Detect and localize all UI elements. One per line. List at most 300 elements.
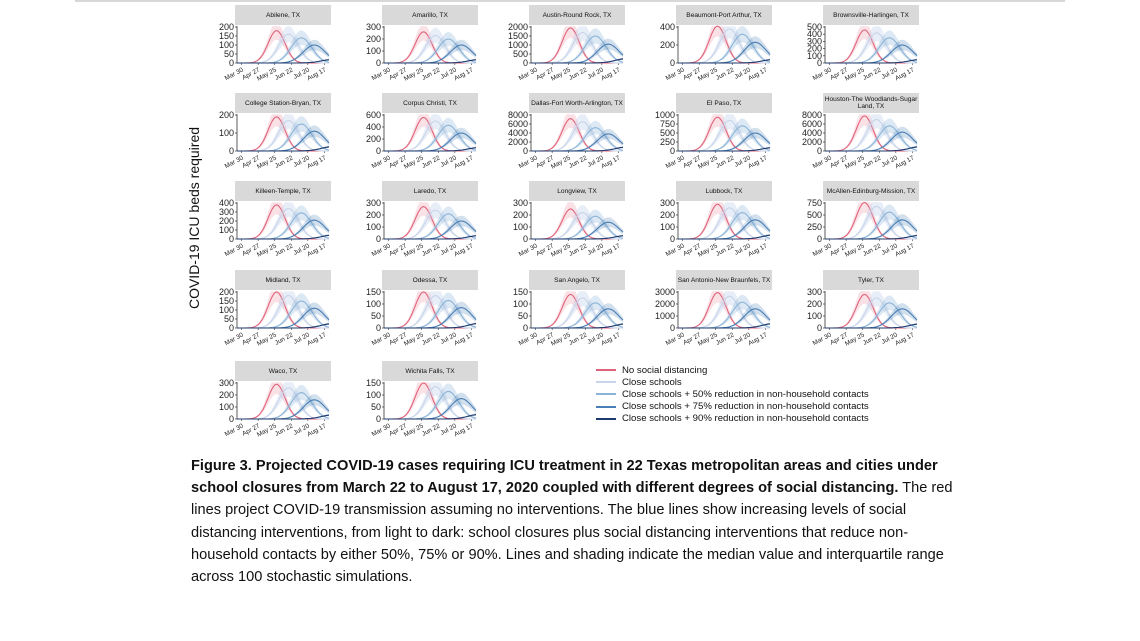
y-tick-label: 0 bbox=[228, 146, 234, 156]
legend-swatch bbox=[596, 381, 616, 383]
y-tick-label: 200 bbox=[806, 43, 822, 54]
y-tick-label: 300 bbox=[365, 198, 381, 208]
y-tick-label: 400 bbox=[806, 29, 822, 40]
panel-plot bbox=[644, 181, 794, 273]
legend-label: Close schools + 75% reduction in non-household contacts bbox=[622, 401, 869, 413]
x-tick-label: Jul 20 bbox=[880, 66, 899, 81]
y-tick-label: 0 bbox=[522, 323, 528, 333]
x-tick-label: Mar 30 bbox=[664, 66, 686, 83]
y-tick-label: 100 bbox=[218, 225, 234, 235]
y-tick-label: 50 bbox=[223, 49, 234, 59]
y-tick-label: 300 bbox=[806, 36, 822, 47]
y-tick-label: 2000 bbox=[507, 22, 528, 32]
x-tick-label: Apr 27 bbox=[241, 422, 262, 438]
x-tick-label: Aug 17 bbox=[894, 331, 916, 348]
x-tick-label: May 25 bbox=[843, 66, 866, 83]
y-tick-label: 400 bbox=[218, 198, 234, 208]
x-tick-label: Mar 30 bbox=[223, 154, 245, 171]
y-tick-label: 8000 bbox=[801, 110, 822, 120]
y-tick-label: 200 bbox=[218, 287, 234, 297]
x-tick-label: Mar 30 bbox=[811, 66, 833, 83]
y-tick-label: 2000 bbox=[507, 137, 528, 147]
panel-title: Amarillo, TX bbox=[382, 5, 478, 25]
legend-swatch bbox=[596, 418, 616, 420]
panel-6 bbox=[350, 93, 478, 175]
x-tick-label: May 25 bbox=[843, 331, 866, 348]
x-tick-label: Apr 27 bbox=[241, 66, 262, 82]
panel-plot bbox=[497, 181, 647, 273]
panel-9 bbox=[791, 93, 919, 175]
panel-plot bbox=[497, 270, 647, 362]
x-tick-label: Mar 30 bbox=[664, 154, 686, 171]
y-tick-label: 0 bbox=[669, 58, 675, 68]
panel-4 bbox=[791, 5, 919, 87]
y-tick-label: 0 bbox=[228, 323, 234, 333]
y-tick-label: 150 bbox=[218, 296, 234, 306]
y-tick-label: 0 bbox=[522, 58, 528, 68]
x-tick-label: Aug 17 bbox=[306, 422, 328, 439]
panel-19 bbox=[791, 270, 919, 352]
y-tick-label: 100 bbox=[512, 299, 528, 309]
y-tick-label: 0 bbox=[375, 323, 381, 333]
panel-plot bbox=[644, 5, 794, 97]
y-tick-label: 100 bbox=[218, 128, 234, 138]
x-tick-label: May 25 bbox=[402, 66, 425, 83]
y-tick-label: 8000 bbox=[507, 110, 528, 120]
y-tick-label: 1500 bbox=[507, 31, 528, 41]
y-tick-label: 150 bbox=[512, 287, 528, 297]
x-tick-label: Aug 17 bbox=[894, 66, 916, 83]
panel-1 bbox=[350, 5, 478, 87]
x-tick-label: Apr 27 bbox=[829, 242, 850, 258]
x-tick-label: Jun 22 bbox=[714, 242, 736, 258]
x-tick-label: Aug 17 bbox=[600, 154, 622, 171]
x-tick-label: Apr 27 bbox=[829, 331, 850, 347]
y-tick-label: 50 bbox=[370, 402, 381, 412]
x-tick-label: Jul 20 bbox=[733, 242, 752, 257]
y-tick-label: 0 bbox=[522, 146, 528, 156]
panel-title: Odessa, TX bbox=[382, 270, 478, 290]
x-tick-label: Aug 17 bbox=[453, 66, 475, 83]
y-tick-label: 0 bbox=[228, 414, 234, 424]
x-tick-label: Aug 17 bbox=[306, 331, 328, 348]
x-tick-label: Mar 30 bbox=[517, 242, 539, 259]
x-tick-label: May 25 bbox=[696, 154, 719, 171]
x-tick-label: Jun 22 bbox=[273, 422, 295, 438]
x-tick-label: Aug 17 bbox=[453, 154, 475, 171]
x-tick-label: Jun 22 bbox=[714, 331, 736, 347]
y-tick-label: 200 bbox=[218, 390, 234, 400]
x-tick-label: Mar 30 bbox=[370, 242, 392, 259]
x-tick-label: Apr 27 bbox=[682, 154, 703, 170]
panel-title: Houston-The Woodlands-Sugar Land, TX bbox=[823, 93, 919, 113]
panel-plot bbox=[203, 361, 353, 453]
panel-title: Longview, TX bbox=[529, 181, 625, 201]
panel-21 bbox=[350, 361, 478, 443]
series-line-4 bbox=[678, 60, 770, 63]
y-tick-label: 300 bbox=[218, 207, 234, 217]
panel-title: Laredo, TX bbox=[382, 181, 478, 201]
x-tick-label: Mar 30 bbox=[223, 242, 245, 259]
x-tick-label: Mar 30 bbox=[223, 66, 245, 83]
x-tick-label: May 25 bbox=[255, 422, 278, 439]
x-tick-label: Apr 27 bbox=[241, 331, 262, 347]
x-tick-label: Mar 30 bbox=[370, 154, 392, 171]
x-tick-label: Jun 22 bbox=[273, 331, 295, 347]
x-tick-label: Jun 22 bbox=[861, 331, 883, 347]
panel-2 bbox=[497, 5, 625, 87]
x-tick-label: Mar 30 bbox=[811, 331, 833, 348]
x-tick-label: Jul 20 bbox=[733, 331, 752, 346]
y-tick-label: 1000 bbox=[507, 40, 528, 50]
legend-item bbox=[596, 376, 916, 388]
y-tick-label: 100 bbox=[806, 311, 822, 321]
x-tick-label: Jun 22 bbox=[420, 154, 442, 170]
y-tick-label: 0 bbox=[228, 58, 234, 68]
figure-caption bbox=[191, 455, 961, 588]
y-tick-label: 0 bbox=[816, 323, 822, 333]
x-tick-label: Jun 22 bbox=[273, 66, 295, 82]
y-tick-label: 100 bbox=[218, 40, 234, 50]
y-tick-label: 100 bbox=[806, 50, 822, 61]
x-tick-label: Apr 27 bbox=[388, 331, 409, 347]
y-tick-label: 0 bbox=[375, 146, 381, 156]
series-line-4 bbox=[825, 60, 917, 63]
y-tick-label: 200 bbox=[365, 134, 381, 144]
x-tick-label: Apr 27 bbox=[241, 242, 262, 258]
x-tick-label: Apr 27 bbox=[535, 331, 556, 347]
y-tick-label: 500 bbox=[806, 210, 822, 220]
x-tick-label: Aug 17 bbox=[747, 331, 769, 348]
x-tick-label: Mar 30 bbox=[664, 242, 686, 259]
series-line-4 bbox=[384, 236, 476, 239]
x-tick-label: Aug 17 bbox=[306, 242, 328, 259]
x-tick-label: Jun 22 bbox=[567, 154, 589, 170]
x-tick-label: Apr 27 bbox=[535, 66, 556, 82]
y-tick-label: 50 bbox=[223, 314, 234, 324]
y-tick-label: 250 bbox=[806, 222, 822, 232]
x-tick-label: Apr 27 bbox=[682, 66, 703, 82]
y-tick-label: 200 bbox=[806, 299, 822, 309]
y-tick-label: 300 bbox=[218, 378, 234, 388]
x-tick-label: May 25 bbox=[549, 331, 572, 348]
panel-title: College Station-Bryan, TX bbox=[235, 93, 331, 113]
y-tick-label: 100 bbox=[365, 390, 381, 400]
x-tick-label: May 25 bbox=[255, 242, 278, 259]
x-tick-label: May 25 bbox=[696, 331, 719, 348]
panel-plot bbox=[203, 270, 353, 362]
panel-title: Midland, TX bbox=[235, 270, 331, 290]
panel-plot bbox=[791, 270, 941, 362]
y-tick-label: 0 bbox=[375, 414, 381, 424]
y-tick-label: 100 bbox=[659, 222, 675, 232]
panel-plot bbox=[791, 5, 941, 97]
y-tick-label: 2000 bbox=[801, 137, 822, 147]
x-tick-label: May 25 bbox=[402, 242, 425, 259]
x-tick-label: Aug 17 bbox=[453, 242, 475, 259]
panel-title: Austin-Round Rock, TX bbox=[529, 5, 625, 25]
y-tick-label: 500 bbox=[659, 128, 675, 138]
y-tick-label: 500 bbox=[512, 49, 528, 59]
panel-plot bbox=[644, 270, 794, 362]
series-line-4 bbox=[531, 236, 623, 239]
x-tick-label: Apr 27 bbox=[682, 331, 703, 347]
legend-label: Close schools + 90% reduction in non-household contacts bbox=[622, 413, 869, 425]
panel-13 bbox=[644, 181, 772, 263]
y-tick-label: 0 bbox=[228, 234, 234, 244]
panel-plot bbox=[791, 93, 941, 185]
x-tick-label: Apr 27 bbox=[682, 242, 703, 258]
x-tick-label: Aug 17 bbox=[894, 242, 916, 259]
panel-18 bbox=[644, 270, 772, 352]
panel-15 bbox=[203, 270, 331, 352]
x-tick-label: Apr 27 bbox=[241, 154, 262, 170]
x-tick-label: Jul 20 bbox=[292, 242, 311, 257]
x-tick-label: Aug 17 bbox=[306, 66, 328, 83]
panel-title: San Angelo, TX bbox=[529, 270, 625, 290]
x-tick-label: Mar 30 bbox=[517, 331, 539, 348]
x-tick-label: Jul 20 bbox=[439, 331, 458, 346]
x-tick-label: Apr 27 bbox=[535, 242, 556, 258]
x-tick-label: Jul 20 bbox=[292, 422, 311, 437]
panel-11 bbox=[350, 181, 478, 263]
x-tick-label: Jun 22 bbox=[420, 422, 442, 438]
x-tick-label: Jul 20 bbox=[439, 154, 458, 169]
x-tick-label: Apr 27 bbox=[388, 66, 409, 82]
y-tick-label: 0 bbox=[816, 146, 822, 156]
x-tick-label: May 25 bbox=[255, 66, 278, 83]
x-tick-label: Apr 27 bbox=[829, 154, 850, 170]
x-tick-label: Jul 20 bbox=[586, 331, 605, 346]
panel-plot bbox=[350, 5, 500, 97]
panel-16 bbox=[350, 270, 478, 352]
x-tick-label: Mar 30 bbox=[223, 422, 245, 439]
x-tick-label: Jul 20 bbox=[586, 66, 605, 81]
x-tick-label: Aug 17 bbox=[600, 66, 622, 83]
x-tick-label: Apr 27 bbox=[388, 154, 409, 170]
y-tick-label: 50 bbox=[370, 311, 381, 321]
x-tick-label: Aug 17 bbox=[894, 154, 916, 171]
x-tick-label: Jun 22 bbox=[420, 242, 442, 258]
y-tick-label: 400 bbox=[365, 122, 381, 132]
x-tick-label: Mar 30 bbox=[517, 66, 539, 83]
x-tick-label: Aug 17 bbox=[453, 331, 475, 348]
y-tick-label: 50 bbox=[517, 311, 528, 321]
panel-plot bbox=[203, 181, 353, 273]
legend-label: Close schools + 50% reduction in non-household contacts bbox=[622, 388, 869, 400]
y-tick-label: 1000 bbox=[654, 311, 675, 321]
x-tick-label: Jul 20 bbox=[586, 154, 605, 169]
y-tick-label: 0 bbox=[669, 323, 675, 333]
x-tick-label: Jun 22 bbox=[714, 66, 736, 82]
y-tick-label: 300 bbox=[806, 287, 822, 297]
panel-plot bbox=[350, 270, 500, 362]
x-tick-label: Jun 22 bbox=[861, 66, 883, 82]
x-tick-label: Jul 20 bbox=[880, 242, 899, 257]
x-tick-label: Jun 22 bbox=[861, 242, 883, 258]
x-tick-label: Jun 22 bbox=[420, 66, 442, 82]
legend-swatch bbox=[596, 406, 616, 408]
x-tick-label: May 25 bbox=[843, 242, 866, 259]
x-tick-label: May 25 bbox=[696, 242, 719, 259]
legend-label: Close schools bbox=[622, 376, 682, 388]
x-tick-label: Apr 27 bbox=[388, 422, 409, 438]
legend-label: No social distancing bbox=[622, 364, 708, 376]
series-line-4 bbox=[384, 60, 476, 63]
x-tick-label: Mar 30 bbox=[811, 154, 833, 171]
x-tick-label: Jun 22 bbox=[273, 242, 295, 258]
y-tick-label: 100 bbox=[365, 222, 381, 232]
panel-plot bbox=[644, 93, 794, 185]
y-tick-label: 750 bbox=[659, 119, 675, 129]
y-tick-label: 100 bbox=[365, 46, 381, 56]
y-tick-label: 200 bbox=[218, 216, 234, 226]
y-tick-label: 150 bbox=[365, 287, 381, 297]
x-tick-label: Mar 30 bbox=[370, 66, 392, 83]
legend-item bbox=[596, 401, 916, 413]
y-tick-label: 400 bbox=[659, 22, 675, 32]
y-tick-label: 100 bbox=[218, 402, 234, 412]
y-tick-label: 300 bbox=[365, 22, 381, 32]
caption-title: Figure 3. Projected COVID-19 cases requiring ICU treatment in 22 Texas metropolitan areas and cities under school closures from March 22 to August 17, 2020 coupled with different degrees of social distancing. bbox=[191, 458, 938, 497]
x-tick-label: Mar 30 bbox=[811, 242, 833, 259]
y-tick-label: 200 bbox=[365, 34, 381, 44]
y-tick-label: 200 bbox=[659, 40, 675, 50]
x-tick-label: May 25 bbox=[549, 154, 572, 171]
x-tick-label: Aug 17 bbox=[306, 154, 328, 171]
panel-0 bbox=[203, 5, 331, 87]
panel-title: Waco, TX bbox=[235, 361, 331, 381]
panel-14 bbox=[791, 181, 919, 263]
x-tick-label: Aug 17 bbox=[600, 331, 622, 348]
legend-swatch bbox=[596, 393, 616, 395]
x-tick-label: Jul 20 bbox=[439, 242, 458, 257]
x-tick-label: May 25 bbox=[255, 331, 278, 348]
y-tick-label: 6000 bbox=[507, 119, 528, 129]
x-tick-label: Jul 20 bbox=[292, 331, 311, 346]
y-tick-label: 600 bbox=[365, 110, 381, 120]
y-tick-label: 200 bbox=[659, 210, 675, 220]
x-tick-label: Jun 22 bbox=[567, 331, 589, 347]
panel-8 bbox=[644, 93, 772, 175]
y-tick-label: 250 bbox=[659, 137, 675, 147]
x-tick-label: Apr 27 bbox=[535, 154, 556, 170]
series-line-4 bbox=[678, 148, 770, 151]
y-tick-label: 2000 bbox=[654, 299, 675, 309]
y-tick-label: 100 bbox=[365, 299, 381, 309]
panel-plot bbox=[203, 5, 353, 97]
x-tick-label: Mar 30 bbox=[223, 331, 245, 348]
legend-item bbox=[596, 388, 916, 400]
panel-plot bbox=[350, 93, 500, 185]
y-axis-label-text: COVID-19 ICU beds required bbox=[186, 126, 202, 310]
y-tick-label: 0 bbox=[816, 234, 822, 244]
x-tick-label: Jul 20 bbox=[880, 331, 899, 346]
x-tick-label: Aug 17 bbox=[747, 242, 769, 259]
y-tick-label: 100 bbox=[218, 305, 234, 315]
y-tick-label: 200 bbox=[512, 210, 528, 220]
panel-17 bbox=[497, 270, 625, 352]
x-tick-label: Jun 22 bbox=[567, 242, 589, 258]
y-tick-label: 200 bbox=[218, 22, 234, 32]
x-tick-label: Mar 30 bbox=[664, 331, 686, 348]
panel-plot bbox=[497, 5, 647, 97]
panel-title: Tyler, TX bbox=[823, 270, 919, 290]
x-tick-label: May 25 bbox=[696, 66, 719, 83]
panel-3 bbox=[644, 5, 772, 87]
y-tick-label: 750 bbox=[806, 198, 822, 208]
x-tick-label: Apr 27 bbox=[829, 66, 850, 82]
x-tick-label: Jun 22 bbox=[273, 154, 295, 170]
x-tick-label: Jul 20 bbox=[733, 154, 752, 169]
x-tick-label: Aug 17 bbox=[747, 154, 769, 171]
y-tick-label: 500 bbox=[806, 22, 822, 32]
x-tick-label: Mar 30 bbox=[370, 422, 392, 439]
y-tick-label: 150 bbox=[218, 31, 234, 41]
legend-swatch bbox=[596, 369, 616, 371]
panel-title: San Antonio-New Braunfels, TX bbox=[676, 270, 772, 290]
y-tick-label: 200 bbox=[365, 210, 381, 220]
panel-plot bbox=[203, 93, 353, 185]
x-tick-label: Apr 27 bbox=[388, 242, 409, 258]
y-tick-label: 0 bbox=[816, 58, 822, 68]
panel-20 bbox=[203, 361, 331, 443]
x-tick-label: Jul 20 bbox=[439, 66, 458, 81]
x-tick-label: Jul 20 bbox=[292, 154, 311, 169]
panel-plot bbox=[350, 181, 500, 273]
legend-item bbox=[596, 413, 916, 425]
panel-title: El Paso, TX bbox=[676, 93, 772, 113]
panel-12 bbox=[497, 181, 625, 263]
x-tick-label: May 25 bbox=[843, 154, 866, 171]
panel-title: Killeen-Temple, TX bbox=[235, 181, 331, 201]
panel-10 bbox=[203, 181, 331, 263]
x-tick-label: Jun 22 bbox=[861, 154, 883, 170]
panel-5 bbox=[203, 93, 331, 175]
panel-title: Dallas-Fort Worth-Arlington, TX bbox=[529, 93, 625, 113]
y-tick-label: 150 bbox=[365, 378, 381, 388]
panel-plot bbox=[350, 361, 500, 453]
y-tick-label: 4000 bbox=[507, 128, 528, 138]
y-tick-label: 100 bbox=[512, 222, 528, 232]
y-tick-label: 0 bbox=[375, 234, 381, 244]
series-line-4 bbox=[384, 148, 476, 151]
panel-7 bbox=[497, 93, 625, 175]
x-tick-label: Jul 20 bbox=[733, 66, 752, 81]
x-tick-label: Jul 20 bbox=[880, 154, 899, 169]
x-tick-label: Aug 17 bbox=[600, 242, 622, 259]
x-tick-label: Jul 20 bbox=[292, 66, 311, 81]
y-tick-label: 4000 bbox=[801, 128, 822, 138]
x-tick-label: Jul 20 bbox=[586, 242, 605, 257]
series-line-4 bbox=[237, 60, 329, 63]
x-tick-label: Jun 22 bbox=[714, 154, 736, 170]
x-tick-label: May 25 bbox=[255, 154, 278, 171]
y-tick-label: 300 bbox=[659, 198, 675, 208]
x-tick-label: May 25 bbox=[402, 422, 425, 439]
x-tick-label: Jul 20 bbox=[439, 422, 458, 437]
panel-plot bbox=[791, 181, 941, 273]
x-tick-label: May 25 bbox=[549, 66, 572, 83]
panel-title: Lubbock, TX bbox=[676, 181, 772, 201]
x-tick-label: Jun 22 bbox=[420, 331, 442, 347]
panel-title: Corpus Christi, TX bbox=[382, 93, 478, 113]
panel-title: Wichita Falls, TX bbox=[382, 361, 478, 381]
legend bbox=[596, 364, 916, 425]
y-tick-label: 1000 bbox=[654, 110, 675, 120]
y-tick-label: 200 bbox=[218, 110, 234, 120]
panel-title: Abilene, TX bbox=[235, 5, 331, 25]
